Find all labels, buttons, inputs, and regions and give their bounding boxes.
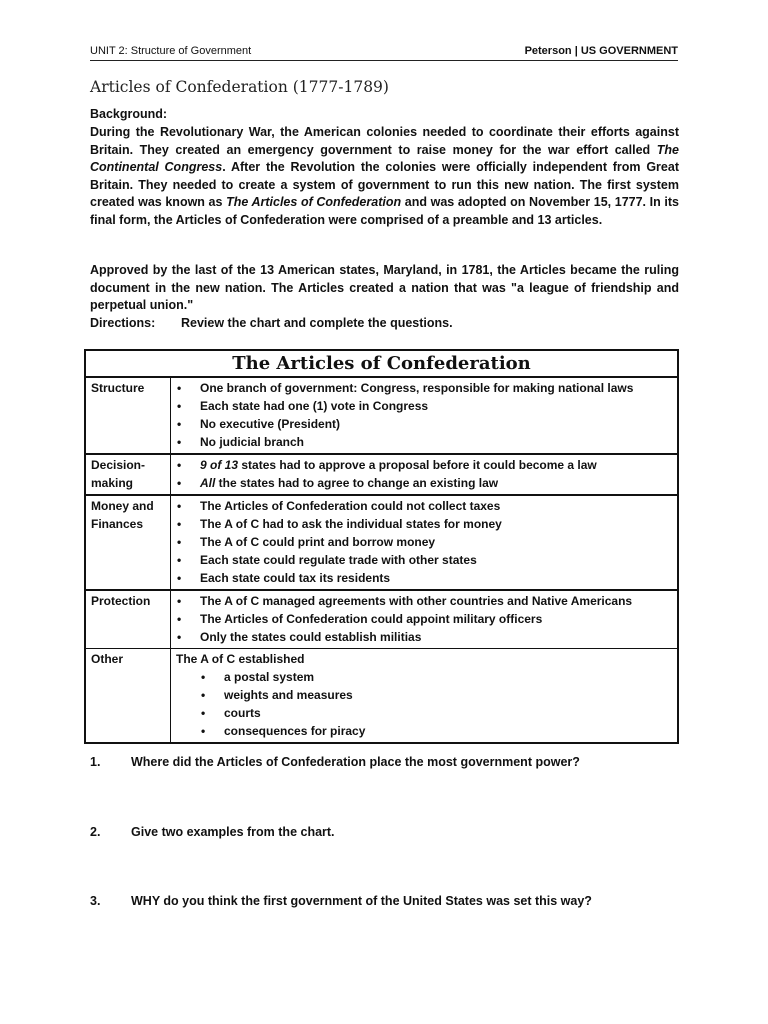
list-item: • weights and measures — [200, 686, 672, 704]
header-unit: UNIT 2: Structure of Government — [90, 45, 252, 57]
list-item-text: the states had to agree to change an existing law — [215, 476, 499, 490]
list-item: • Only the states could establish militias — [176, 628, 672, 646]
list-item: • No judicial branch — [176, 433, 672, 451]
list-item: • consequences for piracy — [200, 722, 672, 740]
bg-em-articles: The Articles of Confederation — [226, 195, 402, 209]
row-label-structure: Structure — [85, 377, 171, 454]
emphasis-all: All — [200, 476, 216, 490]
bg-text-1: During the Revolutionary War, the American colonies needed to coordinate their efforts against Britain. They created an emergency government to raise money for the war effort called — [90, 125, 679, 157]
other-intro: The A of C established — [176, 652, 305, 666]
background-label: Background: — [90, 107, 168, 121]
list-item — [176, 474, 672, 492]
row-protection — [171, 590, 679, 649]
background-paragraph-1 — [90, 124, 679, 229]
directions — [90, 316, 453, 330]
page-header — [90, 45, 678, 61]
question-3 — [90, 894, 592, 908]
list-item: • The Articles of Confederation could appoint military officers — [176, 610, 672, 628]
list-item: • No executive (President) — [176, 415, 672, 433]
question-text: Give two examples from the chart. — [131, 825, 335, 839]
background-paragraph-2: Approved by the last of the 13 American states, Maryland, in 1781, the Articles became the ruling document in the new nation. The Articles created a nation that was "a league of friendship and perpetual union." — [90, 263, 679, 312]
list-item: • Each state had one (1) vote in Congress — [176, 397, 672, 415]
question-text: Where did the Articles of Confederation place the most government power? — [131, 755, 580, 769]
question-number: 3. — [90, 894, 101, 908]
question-number: 1. — [90, 755, 101, 769]
row-label-other: Other — [85, 649, 171, 744]
list-item: • The A of C managed agreements with other countries and Native Americans — [176, 592, 672, 610]
bg-em-continental-congress: The Continental Congress — [90, 142, 679, 174]
list-item: • a postal system — [200, 668, 672, 686]
question-text: WHY do you think the first government of the United States was set this way? — [131, 894, 592, 908]
list-item — [176, 456, 672, 474]
question-number: 2. — [90, 825, 101, 839]
row-structure — [171, 377, 679, 454]
list-item: • The A of C had to ask the individual states for money — [176, 515, 672, 533]
bg-text-2: . After the Revolution the colonies were officially independent from Great Britain. They needed to create a system of government to run this new nation. The first system created was known as — [90, 160, 679, 209]
list-item-text: states had to approve a proposal before it could become a law — [238, 458, 597, 472]
bg-text-3: and was adopted on November 15, 1777. In its final form, the Articles of Confederation were comprised of a preamble and 13 articles. — [90, 195, 679, 227]
row-money-and-finances — [171, 495, 679, 590]
header-course: Peterson | US GOVERNMENT — [524, 45, 678, 57]
emphasis-9-of-13: 9 of 13 — [200, 458, 239, 472]
list-item: • One branch of government: Congress, responsible for making national laws — [176, 379, 672, 397]
row-label-money: Money and Finances — [85, 495, 171, 590]
list-item: • courts — [200, 704, 672, 722]
list-item: • Each state could tax its residents — [176, 569, 672, 587]
articles-chart — [84, 349, 679, 744]
row-other — [171, 649, 679, 744]
question-2 — [90, 825, 335, 839]
directions-text: Review the chart and complete the questions. — [181, 316, 453, 330]
list-item: • Each state could regulate trade with other states — [176, 551, 672, 569]
row-label-protection: Protection — [85, 590, 171, 649]
row-label-decision-making: Decision-making — [85, 454, 171, 495]
question-1 — [90, 755, 580, 769]
list-item: • The A of C could print and borrow money — [176, 533, 672, 551]
chart-title: The Articles of Confederation — [85, 350, 678, 377]
directions-label: Directions: — [90, 316, 156, 330]
page-title: Articles of Confederation (1777-1789) — [90, 78, 389, 96]
list-item: • The Articles of Confederation could not collect taxes — [176, 497, 672, 515]
row-decision-making — [171, 454, 679, 495]
